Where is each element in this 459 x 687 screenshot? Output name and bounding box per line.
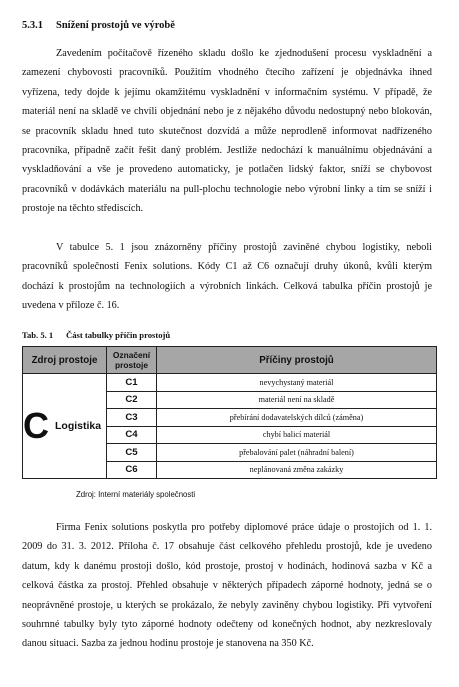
paragraph-intro bbox=[22, 44, 432, 219]
table-caption-title: Část tabulky příčin prostojů bbox=[66, 330, 171, 340]
downtime-causes-table bbox=[22, 346, 437, 479]
row-cause: neplánovaná změna zakázky bbox=[157, 461, 437, 479]
table-caption bbox=[22, 330, 170, 340]
row-cause: přebírání dodavatelských dílců (záměna) bbox=[157, 409, 437, 427]
row-cause: přebalování palet (náhradní balení) bbox=[157, 444, 437, 462]
header-causes: Příčiny prostojů bbox=[157, 347, 437, 374]
section-title: Snížení prostojů ve výrobě bbox=[56, 20, 175, 31]
paragraph-data-overview-text: Firma Fenix solutions poskytla pro potřeby diplomové práce údaje o prostojích od 1. 1. 2009 do 31. 3. 2012. Příloha č. 17 obsahuje část celkového přehledu prostojů, kde je uvedeno datum, kdy k danému prostoji došlo, kód prostoje, prostoj v hodinách, hodinová sazba v Kč a celková částka za prostoj. Přehled obsahuje v některých případech záporné hodnoty, jedná se o neoprávněné prostoje, u kterých se prokázalo, že nebyly zaviněny chybou logistiky. Při vytvoření souhrnné tabulky byly tyto záporné hodnoty odečteny od konečných hodnot, aby nezkreslovaly danou situaci. Sazba za jednou hodinu prostoje je stanovena na 350 Kč. bbox=[22, 522, 432, 650]
row-code: C4 bbox=[107, 426, 157, 444]
table-caption-number: Tab. 5. 1 bbox=[22, 330, 54, 340]
paragraph-data-overview bbox=[22, 518, 432, 654]
paragraph-table-reference bbox=[22, 238, 432, 316]
source-cell bbox=[23, 374, 107, 479]
row-cause: nevychystaný materiál bbox=[157, 374, 437, 392]
row-code: C5 bbox=[107, 444, 157, 462]
row-cause: chybí balicí materiál bbox=[157, 426, 437, 444]
row-code: C2 bbox=[107, 391, 157, 409]
row-code: C6 bbox=[107, 461, 157, 479]
row-cause: materiál není na skladě bbox=[157, 391, 437, 409]
table-header-row bbox=[23, 347, 437, 374]
header-source: Zdroj prostoje bbox=[23, 347, 107, 374]
section-number: 5.3.1 bbox=[22, 20, 43, 31]
paragraph-table-reference-text: V tabulce 5. 1 jsou znázorněny příčiny prostojů zaviněné chybou logistiky, neboli pracovníků společnosti Fenix solutions. Kódy C1 až C6 označují druhy úkonů, kvůli kterým dochází k prostojům na technologiích a výrobních linkách. Celková tabulka příčin prostojů je uvedena v příloze č. 16. bbox=[22, 242, 432, 312]
header-code: Označení prostoje bbox=[107, 347, 157, 374]
source-letter: C bbox=[23, 405, 49, 446]
table-source-note: Zdroj: Interní materiály společnosti bbox=[76, 490, 196, 499]
section-heading bbox=[22, 20, 175, 31]
source-name: Logistika bbox=[55, 420, 102, 432]
paragraph-intro-text: Zavedením počítačově řízeného skladu došlo ke zjednodušení procesu vyskladnění a zamezení chybovosti pracovníků. Použitím vhodného čtecího zařízení je objednávka ihned vyřízena, tedy dojde k jejímu okamžitému vyskladnění v informačním systému. V případě, že materiál není na skladě ve chvíli objednání nebo je z nějakého důvodu nedostupný nebo blokován, se pracovník skladu hned tuto skutečnost dozvídá a může neprodleně informovat nadřízeného pracovníka, případně začít řešit daný problém. Jestliže nedochází k manuálnímu objednávání a vyskladňování a vše je provedeno automaticky, je potlačen lidský faktor, sníží se chybovost pracovníků v dodávkách materiálu na pull-plochu technologie nebo výrobní linky a tím se sníží i prostoje na těchto střediscích. bbox=[22, 48, 432, 215]
table-row bbox=[23, 374, 437, 392]
row-code: C1 bbox=[107, 374, 157, 392]
row-code: C3 bbox=[107, 409, 157, 427]
